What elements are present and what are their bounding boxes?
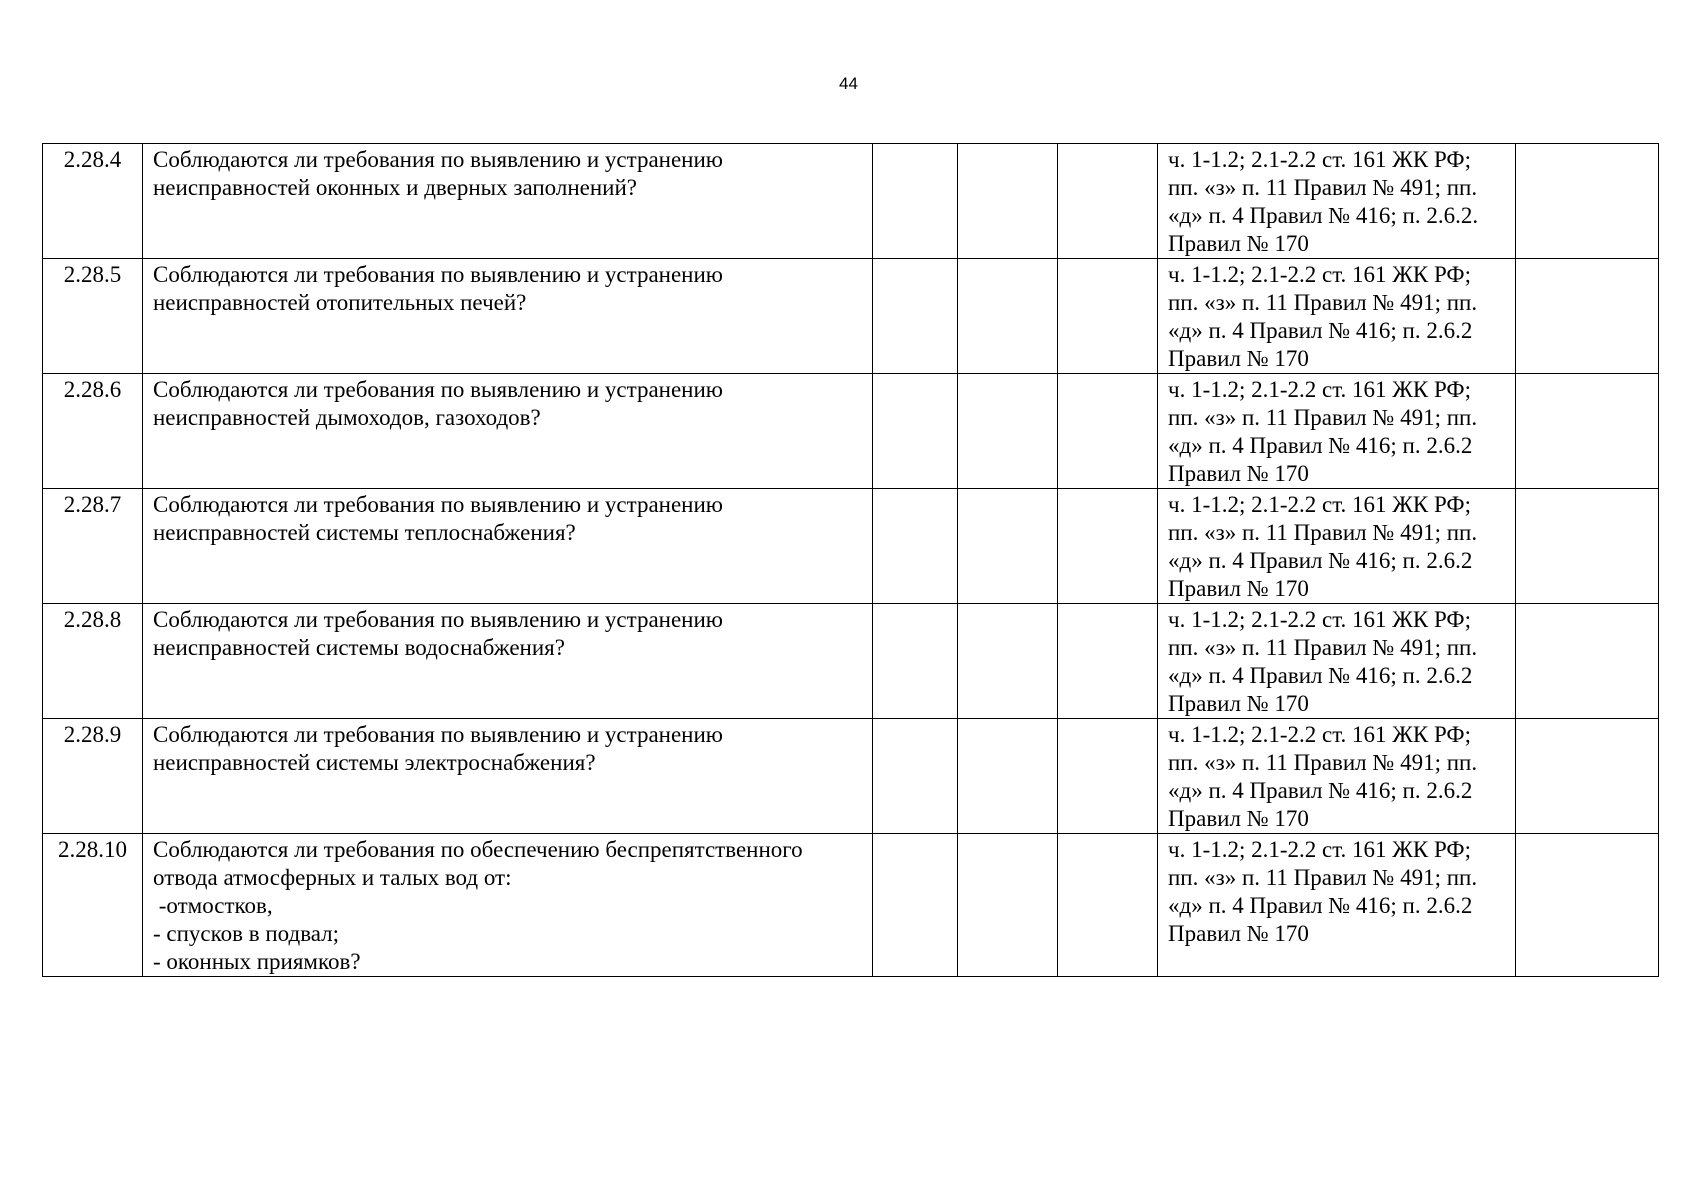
table-row bbox=[43, 259, 1659, 374]
answer-cell-na[interactable] bbox=[1058, 834, 1158, 977]
reference-line: «д» п. 4 Правил № 416; п. 2.6.2. bbox=[1168, 203, 1479, 228]
notes-cell[interactable] bbox=[1516, 604, 1659, 719]
table-row bbox=[43, 144, 1659, 259]
question-line: неисправностей системы электроснабжения? bbox=[153, 750, 596, 775]
reference-line: пп. «з» п. 11 Правил № 491; пп. bbox=[1168, 635, 1478, 660]
reference-cell bbox=[1158, 604, 1516, 719]
reference-line: пп. «з» п. 11 Правил № 491; пп. bbox=[1168, 750, 1478, 775]
question-line: Соблюдаются ли требования по выявлению и устранению bbox=[153, 147, 723, 172]
reference-line: ч. 1-1.2; 2.1-2.2 ст. 161 ЖК РФ; bbox=[1168, 262, 1471, 287]
question-line: Соблюдаются ли требования по выявлению и устранению bbox=[153, 377, 723, 402]
answer-cell-yes[interactable] bbox=[873, 719, 958, 834]
reference-cell bbox=[1158, 144, 1516, 259]
checklist-table bbox=[42, 143, 1659, 977]
question-cell bbox=[143, 374, 873, 489]
answer-cell-na[interactable] bbox=[1058, 489, 1158, 604]
reference-line: ч. 1-1.2; 2.1-2.2 ст. 161 ЖК РФ; bbox=[1168, 377, 1471, 402]
reference-line: пп. «з» п. 11 Правил № 491; пп. bbox=[1168, 175, 1478, 200]
question-line: неисправностей системы теплоснабжения? bbox=[153, 520, 576, 545]
question-line: отвода атмосферных и талых вод от: bbox=[153, 865, 512, 890]
answer-cell-na[interactable] bbox=[1058, 144, 1158, 259]
question-cell bbox=[143, 489, 873, 604]
question-line: неисправностей системы водоснабжения? bbox=[153, 635, 565, 660]
question-line: неисправностей отопительных печей? bbox=[153, 290, 527, 315]
question-line: неисправностей дымоходов, газоходов? bbox=[153, 405, 541, 430]
reference-cell bbox=[1158, 489, 1516, 604]
answer-cell-no[interactable] bbox=[958, 719, 1058, 834]
question-cell bbox=[143, 719, 873, 834]
reference-cell bbox=[1158, 374, 1516, 489]
item-number: 2.28.9 bbox=[43, 719, 143, 834]
answer-cell-na[interactable] bbox=[1058, 604, 1158, 719]
reference-line: пп. «з» п. 11 Правил № 491; пп. bbox=[1168, 405, 1478, 430]
table-row bbox=[43, 489, 1659, 604]
answer-cell-no[interactable] bbox=[958, 374, 1058, 489]
reference-line: Правил № 170 bbox=[1168, 346, 1309, 371]
answer-cell-yes[interactable] bbox=[873, 259, 958, 374]
reference-cell bbox=[1158, 259, 1516, 374]
item-number: 2.28.6 bbox=[43, 374, 143, 489]
question-line: -отмостков, bbox=[153, 893, 273, 918]
table-row bbox=[43, 834, 1659, 977]
reference-line: ч. 1-1.2; 2.1-2.2 ст. 161 ЖК РФ; bbox=[1168, 147, 1471, 172]
table-row bbox=[43, 604, 1659, 719]
reference-line: Правил № 170 bbox=[1168, 806, 1309, 831]
answer-cell-yes[interactable] bbox=[873, 374, 958, 489]
question-line: Соблюдаются ли требования по обеспечению беспрепятственного bbox=[153, 837, 803, 862]
notes-cell[interactable] bbox=[1516, 259, 1659, 374]
answer-cell-na[interactable] bbox=[1058, 719, 1158, 834]
checklist-body bbox=[43, 144, 1659, 977]
answer-cell-yes[interactable] bbox=[873, 604, 958, 719]
answer-cell-no[interactable] bbox=[958, 489, 1058, 604]
question-line: Соблюдаются ли требования по выявлению и устранению bbox=[153, 262, 723, 287]
reference-line: «д» п. 4 Правил № 416; п. 2.6.2 bbox=[1168, 318, 1473, 343]
answer-cell-yes[interactable] bbox=[873, 834, 958, 977]
question-line: Соблюдаются ли требования по выявлению и устранению bbox=[153, 607, 723, 632]
answer-cell-no[interactable] bbox=[958, 144, 1058, 259]
answer-cell-no[interactable] bbox=[958, 834, 1058, 977]
question-cell bbox=[143, 144, 873, 259]
reference-line: Правил № 170 bbox=[1168, 231, 1309, 256]
item-number: 2.28.10 bbox=[43, 834, 143, 977]
answer-cell-no[interactable] bbox=[958, 604, 1058, 719]
question-line: Соблюдаются ли требования по выявлению и устранению bbox=[153, 492, 723, 517]
question-line: - спусков в подвал; bbox=[153, 921, 340, 946]
question-line: Соблюдаются ли требования по выявлению и устранению bbox=[153, 722, 723, 747]
reference-line: «д» п. 4 Правил № 416; п. 2.6.2 bbox=[1168, 663, 1473, 688]
reference-line: Правил № 170 bbox=[1168, 461, 1309, 486]
answer-cell-na[interactable] bbox=[1058, 259, 1158, 374]
item-number: 2.28.8 bbox=[43, 604, 143, 719]
reference-line: «д» п. 4 Правил № 416; п. 2.6.2 bbox=[1168, 893, 1473, 918]
notes-cell[interactable] bbox=[1516, 374, 1659, 489]
item-number: 2.28.7 bbox=[43, 489, 143, 604]
reference-cell bbox=[1158, 719, 1516, 834]
reference-line: «д» п. 4 Правил № 416; п. 2.6.2 bbox=[1168, 548, 1473, 573]
reference-line: Правил № 170 bbox=[1168, 691, 1309, 716]
question-line: неисправностей оконных и дверных заполнений? bbox=[153, 175, 637, 200]
reference-line: пп. «з» п. 11 Правил № 491; пп. bbox=[1168, 520, 1478, 545]
reference-line: ч. 1-1.2; 2.1-2.2 ст. 161 ЖК РФ; bbox=[1168, 837, 1471, 862]
reference-line: пп. «з» п. 11 Правил № 491; пп. bbox=[1168, 865, 1478, 890]
question-cell bbox=[143, 834, 873, 977]
question-line: - оконных приямков? bbox=[153, 949, 361, 974]
table-row bbox=[43, 374, 1659, 489]
notes-cell[interactable] bbox=[1516, 719, 1659, 834]
reference-line: Правил № 170 bbox=[1168, 921, 1309, 946]
reference-line: ч. 1-1.2; 2.1-2.2 ст. 161 ЖК РФ; bbox=[1168, 607, 1471, 632]
reference-line: Правил № 170 bbox=[1168, 576, 1309, 601]
page-number: 44 bbox=[839, 74, 858, 93]
reference-line: «д» п. 4 Правил № 416; п. 2.6.2 bbox=[1168, 433, 1473, 458]
reference-cell bbox=[1158, 834, 1516, 977]
table-row bbox=[43, 719, 1659, 834]
reference-line: пп. «з» п. 11 Правил № 491; пп. bbox=[1168, 290, 1478, 315]
answer-cell-yes[interactable] bbox=[873, 489, 958, 604]
notes-cell[interactable] bbox=[1516, 144, 1659, 259]
reference-line: «д» п. 4 Правил № 416; п. 2.6.2 bbox=[1168, 778, 1473, 803]
notes-cell[interactable] bbox=[1516, 834, 1659, 977]
reference-line: ч. 1-1.2; 2.1-2.2 ст. 161 ЖК РФ; bbox=[1168, 722, 1471, 747]
reference-line: ч. 1-1.2; 2.1-2.2 ст. 161 ЖК РФ; bbox=[1168, 492, 1471, 517]
question-cell bbox=[143, 604, 873, 719]
answer-cell-no[interactable] bbox=[958, 259, 1058, 374]
item-number: 2.28.5 bbox=[43, 259, 143, 374]
answer-cell-yes[interactable] bbox=[873, 144, 958, 259]
notes-cell[interactable] bbox=[1516, 489, 1659, 604]
item-number: 2.28.4 bbox=[43, 144, 143, 259]
answer-cell-na[interactable] bbox=[1058, 374, 1158, 489]
question-cell bbox=[143, 259, 873, 374]
